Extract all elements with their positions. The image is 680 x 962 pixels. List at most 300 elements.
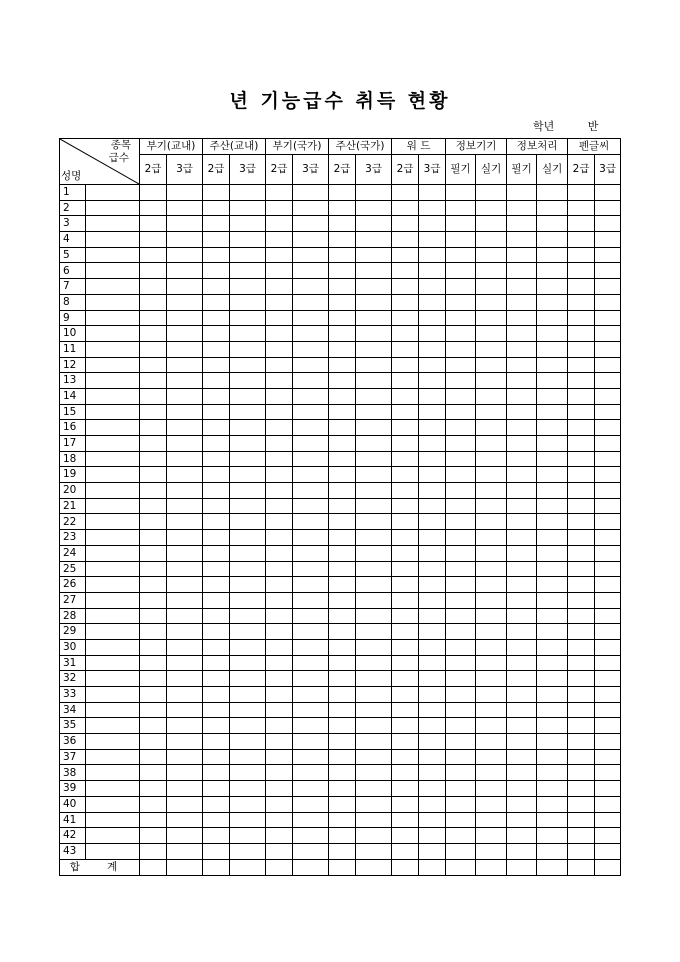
grade-cell[interactable] <box>476 687 507 703</box>
grade-cell[interactable] <box>476 216 507 232</box>
grade-cell[interactable] <box>203 200 230 216</box>
grade-cell[interactable] <box>537 404 568 420</box>
grade-cell[interactable] <box>266 781 293 797</box>
grade-cell[interactable] <box>356 357 392 373</box>
grade-cell[interactable] <box>568 436 595 452</box>
grade-cell[interactable] <box>293 357 329 373</box>
grade-cell[interactable] <box>419 420 446 436</box>
grade-cell[interactable] <box>230 357 266 373</box>
grade-cell[interactable] <box>203 498 230 514</box>
grade-cell[interactable] <box>568 749 595 765</box>
grade-cell[interactable] <box>392 373 419 389</box>
grade-cell[interactable] <box>595 294 621 310</box>
grade-cell[interactable] <box>446 828 476 844</box>
grade-cell[interactable] <box>230 232 266 248</box>
grade-cell[interactable] <box>356 451 392 467</box>
grade-cell[interactable] <box>140 279 167 295</box>
grade-cell[interactable] <box>537 702 568 718</box>
grade-cell[interactable] <box>203 436 230 452</box>
grade-cell[interactable] <box>595 279 621 295</box>
grade-cell[interactable] <box>595 216 621 232</box>
grade-cell[interactable] <box>568 451 595 467</box>
grade-cell[interactable] <box>507 294 537 310</box>
grade-cell[interactable] <box>419 373 446 389</box>
grade-cell[interactable] <box>203 483 230 499</box>
grade-cell[interactable] <box>476 749 507 765</box>
grade-cell[interactable] <box>293 687 329 703</box>
grade-cell[interactable] <box>595 326 621 342</box>
grade-cell[interactable] <box>266 561 293 577</box>
grade-cell[interactable] <box>392 216 419 232</box>
grade-cell[interactable] <box>203 545 230 561</box>
grade-cell[interactable] <box>203 373 230 389</box>
grade-cell[interactable] <box>595 718 621 734</box>
grade-cell[interactable] <box>568 671 595 687</box>
grade-cell[interactable] <box>167 294 203 310</box>
grade-cell[interactable] <box>203 451 230 467</box>
grade-cell[interactable] <box>537 388 568 404</box>
grade-cell[interactable] <box>507 467 537 483</box>
grade-cell[interactable] <box>356 530 392 546</box>
grade-cell[interactable] <box>446 545 476 561</box>
grade-cell[interactable] <box>230 420 266 436</box>
grade-cell[interactable] <box>140 232 167 248</box>
grade-cell[interactable] <box>446 357 476 373</box>
grade-cell[interactable] <box>392 687 419 703</box>
grade-cell[interactable] <box>507 734 537 750</box>
grade-cell[interactable] <box>329 843 356 859</box>
grade-cell[interactable] <box>329 326 356 342</box>
grade-cell[interactable] <box>507 514 537 530</box>
grade-cell[interactable] <box>266 592 293 608</box>
grade-cell[interactable] <box>595 749 621 765</box>
grade-cell[interactable] <box>140 812 167 828</box>
grade-cell[interactable] <box>203 247 230 263</box>
grade-cell[interactable] <box>476 467 507 483</box>
grade-cell[interactable] <box>203 326 230 342</box>
grade-cell[interactable] <box>419 326 446 342</box>
grade-cell[interactable] <box>476 436 507 452</box>
grade-cell[interactable] <box>230 498 266 514</box>
total-cell[interactable] <box>329 859 356 875</box>
grade-cell[interactable] <box>392 279 419 295</box>
grade-cell[interactable] <box>230 483 266 499</box>
grade-cell[interactable] <box>568 200 595 216</box>
grade-cell[interactable] <box>140 655 167 671</box>
grade-cell[interactable] <box>266 467 293 483</box>
grade-cell[interactable] <box>329 796 356 812</box>
grade-cell[interactable] <box>595 671 621 687</box>
grade-cell[interactable] <box>595 608 621 624</box>
grade-cell[interactable] <box>167 577 203 593</box>
grade-cell[interactable] <box>419 592 446 608</box>
grade-cell[interactable] <box>507 592 537 608</box>
grade-cell[interactable] <box>266 796 293 812</box>
grade-cell[interactable] <box>140 200 167 216</box>
grade-cell[interactable] <box>167 451 203 467</box>
grade-cell[interactable] <box>230 639 266 655</box>
grade-cell[interactable] <box>446 294 476 310</box>
total-cell[interactable] <box>568 859 595 875</box>
grade-cell[interactable] <box>392 655 419 671</box>
grade-cell[interactable] <box>230 326 266 342</box>
grade-cell[interactable] <box>392 388 419 404</box>
grade-cell[interactable] <box>446 451 476 467</box>
grade-cell[interactable] <box>230 781 266 797</box>
grade-cell[interactable] <box>446 420 476 436</box>
grade-cell[interactable] <box>203 592 230 608</box>
grade-cell[interactable] <box>419 671 446 687</box>
grade-cell[interactable] <box>507 624 537 640</box>
grade-cell[interactable] <box>446 561 476 577</box>
grade-cell[interactable] <box>537 341 568 357</box>
grade-cell[interactable] <box>293 388 329 404</box>
grade-cell[interactable] <box>329 357 356 373</box>
grade-cell[interactable] <box>419 498 446 514</box>
grade-cell[interactable] <box>203 671 230 687</box>
grade-cell[interactable] <box>230 467 266 483</box>
grade-cell[interactable] <box>167 843 203 859</box>
grade-cell[interactable] <box>446 687 476 703</box>
grade-cell[interactable] <box>568 718 595 734</box>
grade-cell[interactable] <box>392 545 419 561</box>
grade-cell[interactable] <box>266 765 293 781</box>
grade-cell[interactable] <box>446 577 476 593</box>
grade-cell[interactable] <box>507 357 537 373</box>
grade-cell[interactable] <box>446 373 476 389</box>
grade-cell[interactable] <box>293 263 329 279</box>
grade-cell[interactable] <box>356 577 392 593</box>
grade-cell[interactable] <box>595 373 621 389</box>
grade-cell[interactable] <box>537 294 568 310</box>
grade-cell[interactable] <box>329 608 356 624</box>
grade-cell[interactable] <box>568 294 595 310</box>
grade-cell[interactable] <box>392 734 419 750</box>
grade-cell[interactable] <box>356 639 392 655</box>
grade-cell[interactable] <box>230 702 266 718</box>
total-cell[interactable] <box>203 859 230 875</box>
grade-cell[interactable] <box>140 388 167 404</box>
grade-cell[interactable] <box>507 702 537 718</box>
grade-cell[interactable] <box>167 483 203 499</box>
grade-cell[interactable] <box>230 530 266 546</box>
grade-cell[interactable] <box>203 687 230 703</box>
grade-cell[interactable] <box>507 812 537 828</box>
grade-cell[interactable] <box>537 420 568 436</box>
student-name-cell[interactable] <box>86 200 140 216</box>
grade-cell[interactable] <box>537 765 568 781</box>
student-name-cell[interactable] <box>86 483 140 499</box>
grade-cell[interactable] <box>293 639 329 655</box>
grade-cell[interactable] <box>167 232 203 248</box>
grade-cell[interactable] <box>203 577 230 593</box>
grade-cell[interactable] <box>507 655 537 671</box>
grade-cell[interactable] <box>595 467 621 483</box>
grade-cell[interactable] <box>446 812 476 828</box>
grade-cell[interactable] <box>167 624 203 640</box>
grade-cell[interactable] <box>568 781 595 797</box>
grade-cell[interactable] <box>537 749 568 765</box>
grade-cell[interactable] <box>392 326 419 342</box>
grade-cell[interactable] <box>446 514 476 530</box>
grade-cell[interactable] <box>230 624 266 640</box>
total-cell[interactable] <box>392 859 419 875</box>
grade-cell[interactable] <box>266 687 293 703</box>
grade-cell[interactable] <box>293 592 329 608</box>
grade-cell[interactable] <box>356 545 392 561</box>
grade-cell[interactable] <box>329 781 356 797</box>
grade-cell[interactable] <box>537 357 568 373</box>
grade-cell[interactable] <box>140 702 167 718</box>
grade-cell[interactable] <box>356 828 392 844</box>
grade-cell[interactable] <box>266 718 293 734</box>
grade-cell[interactable] <box>476 247 507 263</box>
grade-cell[interactable] <box>476 373 507 389</box>
grade-cell[interactable] <box>419 451 446 467</box>
grade-cell[interactable] <box>595 843 621 859</box>
grade-cell[interactable] <box>329 216 356 232</box>
grade-cell[interactable] <box>329 812 356 828</box>
grade-cell[interactable] <box>167 263 203 279</box>
grade-cell[interactable] <box>140 216 167 232</box>
grade-cell[interactable] <box>419 530 446 546</box>
grade-cell[interactable] <box>266 812 293 828</box>
grade-cell[interactable] <box>507 796 537 812</box>
grade-cell[interactable] <box>230 655 266 671</box>
grade-cell[interactable] <box>293 655 329 671</box>
grade-cell[interactable] <box>329 592 356 608</box>
grade-cell[interactable] <box>446 404 476 420</box>
total-cell[interactable] <box>537 859 568 875</box>
grade-cell[interactable] <box>476 765 507 781</box>
grade-cell[interactable] <box>507 483 537 499</box>
grade-cell[interactable] <box>568 232 595 248</box>
grade-cell[interactable] <box>568 373 595 389</box>
grade-cell[interactable] <box>356 436 392 452</box>
grade-cell[interactable] <box>167 185 203 201</box>
grade-cell[interactable] <box>476 530 507 546</box>
grade-cell[interactable] <box>419 200 446 216</box>
grade-cell[interactable] <box>419 624 446 640</box>
grade-cell[interactable] <box>537 200 568 216</box>
grade-cell[interactable] <box>507 577 537 593</box>
grade-cell[interactable] <box>140 639 167 655</box>
grade-cell[interactable] <box>595 561 621 577</box>
grade-cell[interactable] <box>392 608 419 624</box>
grade-cell[interactable] <box>507 671 537 687</box>
grade-cell[interactable] <box>446 483 476 499</box>
grade-cell[interactable] <box>266 702 293 718</box>
grade-cell[interactable] <box>446 200 476 216</box>
grade-cell[interactable] <box>507 216 537 232</box>
grade-cell[interactable] <box>356 843 392 859</box>
grade-cell[interactable] <box>167 373 203 389</box>
grade-cell[interactable] <box>446 530 476 546</box>
grade-cell[interactable] <box>329 247 356 263</box>
grade-cell[interactable] <box>293 545 329 561</box>
grade-cell[interactable] <box>140 608 167 624</box>
grade-cell[interactable] <box>329 467 356 483</box>
grade-cell[interactable] <box>356 655 392 671</box>
grade-cell[interactable] <box>507 687 537 703</box>
grade-cell[interactable] <box>167 498 203 514</box>
grade-cell[interactable] <box>266 545 293 561</box>
grade-cell[interactable] <box>537 655 568 671</box>
grade-cell[interactable] <box>392 294 419 310</box>
grade-cell[interactable] <box>266 530 293 546</box>
grade-cell[interactable] <box>476 498 507 514</box>
grade-cell[interactable] <box>476 294 507 310</box>
grade-cell[interactable] <box>476 781 507 797</box>
student-name-cell[interactable] <box>86 561 140 577</box>
grade-cell[interactable] <box>293 294 329 310</box>
grade-cell[interactable] <box>446 436 476 452</box>
grade-cell[interactable] <box>266 436 293 452</box>
grade-cell[interactable] <box>446 624 476 640</box>
student-name-cell[interactable] <box>86 341 140 357</box>
grade-cell[interactable] <box>356 765 392 781</box>
grade-cell[interactable] <box>266 655 293 671</box>
grade-cell[interactable] <box>356 781 392 797</box>
grade-cell[interactable] <box>419 263 446 279</box>
grade-cell[interactable] <box>392 718 419 734</box>
grade-cell[interactable] <box>293 232 329 248</box>
grade-cell[interactable] <box>476 185 507 201</box>
student-name-cell[interactable] <box>86 279 140 295</box>
grade-cell[interactable] <box>419 687 446 703</box>
grade-cell[interactable] <box>392 420 419 436</box>
student-name-cell[interactable] <box>86 294 140 310</box>
grade-cell[interactable] <box>167 388 203 404</box>
grade-cell[interactable] <box>595 812 621 828</box>
grade-cell[interactable] <box>293 624 329 640</box>
grade-cell[interactable] <box>230 436 266 452</box>
grade-cell[interactable] <box>537 530 568 546</box>
grade-cell[interactable] <box>140 734 167 750</box>
student-name-cell[interactable] <box>86 828 140 844</box>
grade-cell[interactable] <box>203 718 230 734</box>
grade-cell[interactable] <box>329 294 356 310</box>
grade-cell[interactable] <box>419 734 446 750</box>
grade-cell[interactable] <box>476 592 507 608</box>
grade-cell[interactable] <box>507 828 537 844</box>
grade-cell[interactable] <box>140 436 167 452</box>
grade-cell[interactable] <box>507 388 537 404</box>
student-name-cell[interactable] <box>86 592 140 608</box>
grade-cell[interactable] <box>266 263 293 279</box>
grade-cell[interactable] <box>293 404 329 420</box>
grade-cell[interactable] <box>476 388 507 404</box>
grade-cell[interactable] <box>356 812 392 828</box>
grade-cell[interactable] <box>293 498 329 514</box>
grade-cell[interactable] <box>507 247 537 263</box>
grade-cell[interactable] <box>507 436 537 452</box>
grade-cell[interactable] <box>329 765 356 781</box>
grade-cell[interactable] <box>329 655 356 671</box>
grade-cell[interactable] <box>537 232 568 248</box>
grade-cell[interactable] <box>203 185 230 201</box>
grade-cell[interactable] <box>419 404 446 420</box>
grade-cell[interactable] <box>419 608 446 624</box>
student-name-cell[interactable] <box>86 545 140 561</box>
grade-cell[interactable] <box>419 357 446 373</box>
grade-cell[interactable] <box>507 718 537 734</box>
grade-cell[interactable] <box>356 608 392 624</box>
grade-cell[interactable] <box>568 404 595 420</box>
grade-cell[interactable] <box>356 734 392 750</box>
grade-cell[interactable] <box>595 734 621 750</box>
grade-cell[interactable] <box>446 263 476 279</box>
grade-cell[interactable] <box>140 765 167 781</box>
grade-cell[interactable] <box>230 718 266 734</box>
grade-cell[interactable] <box>476 451 507 467</box>
grade-cell[interactable] <box>568 467 595 483</box>
grade-cell[interactable] <box>356 671 392 687</box>
grade-cell[interactable] <box>230 310 266 326</box>
grade-cell[interactable] <box>230 828 266 844</box>
grade-cell[interactable] <box>230 514 266 530</box>
grade-cell[interactable] <box>507 420 537 436</box>
grade-cell[interactable] <box>203 561 230 577</box>
grade-cell[interactable] <box>203 843 230 859</box>
grade-cell[interactable] <box>293 561 329 577</box>
grade-cell[interactable] <box>568 341 595 357</box>
grade-cell[interactable] <box>293 781 329 797</box>
grade-cell[interactable] <box>392 232 419 248</box>
grade-cell[interactable] <box>507 341 537 357</box>
total-cell[interactable] <box>140 859 167 875</box>
grade-cell[interactable] <box>537 687 568 703</box>
grade-cell[interactable] <box>140 498 167 514</box>
grade-cell[interactable] <box>537 624 568 640</box>
grade-cell[interactable] <box>595 796 621 812</box>
grade-cell[interactable] <box>476 843 507 859</box>
grade-cell[interactable] <box>266 734 293 750</box>
grade-cell[interactable] <box>392 200 419 216</box>
grade-cell[interactable] <box>266 671 293 687</box>
grade-cell[interactable] <box>356 749 392 765</box>
grade-cell[interactable] <box>203 796 230 812</box>
grade-cell[interactable] <box>230 671 266 687</box>
grade-cell[interactable] <box>203 639 230 655</box>
student-name-cell[interactable] <box>86 843 140 859</box>
student-name-cell[interactable] <box>86 451 140 467</box>
grade-cell[interactable] <box>446 341 476 357</box>
grade-cell[interactable] <box>203 388 230 404</box>
grade-cell[interactable] <box>266 216 293 232</box>
student-name-cell[interactable] <box>86 765 140 781</box>
grade-cell[interactable] <box>356 420 392 436</box>
grade-cell[interactable] <box>392 749 419 765</box>
student-name-cell[interactable] <box>86 357 140 373</box>
grade-cell[interactable] <box>476 326 507 342</box>
grade-cell[interactable] <box>266 326 293 342</box>
grade-cell[interactable] <box>392 765 419 781</box>
grade-cell[interactable] <box>329 577 356 593</box>
student-name-cell[interactable] <box>86 749 140 765</box>
grade-cell[interactable] <box>293 341 329 357</box>
grade-cell[interactable] <box>419 545 446 561</box>
grade-cell[interactable] <box>537 592 568 608</box>
grade-cell[interactable] <box>595 185 621 201</box>
grade-cell[interactable] <box>266 639 293 655</box>
grade-cell[interactable] <box>230 373 266 389</box>
grade-cell[interactable] <box>476 608 507 624</box>
grade-cell[interactable] <box>203 749 230 765</box>
grade-cell[interactable] <box>476 514 507 530</box>
grade-cell[interactable] <box>595 624 621 640</box>
student-name-cell[interactable] <box>86 702 140 718</box>
